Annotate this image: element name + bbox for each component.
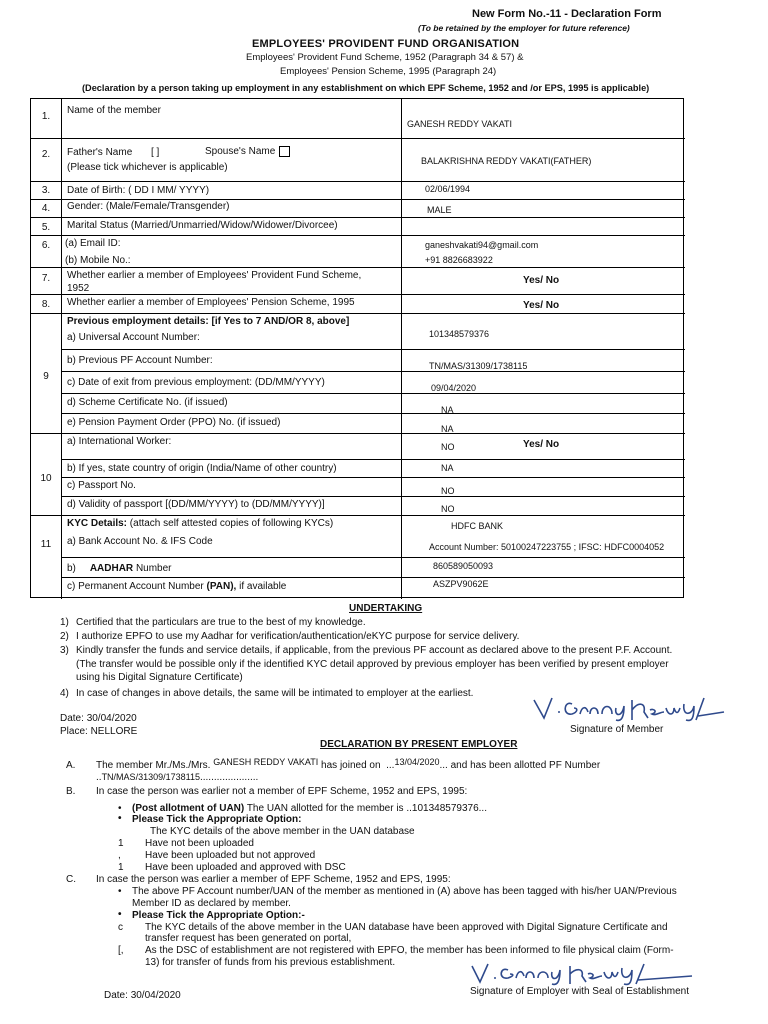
row-number: 6. [41,240,51,251]
sub-row-divider [61,459,685,460]
exit-date-value: 09/04/2020 [431,383,477,393]
gender-value: MALE [427,205,452,215]
retained-note: (To be retained by the employer for future reference) [418,23,630,33]
passport-validity-value: NO [441,504,455,514]
member-place [60,726,137,737]
passport-value: NO [441,486,455,496]
scheme-line-2: Employees' Pension Scheme, 1995 (Paragraph 24) [280,66,497,77]
tick-option-heading-b: Please Tick the Appropriate Option: [132,814,302,825]
row-divider [31,138,685,139]
uan-allot-line: (Post allotment of UAN) The UAN allotted for the member is ..101348579376... [132,803,487,814]
country-origin-label: b) If yes, state country of origin (India/Name of other country) [67,463,337,474]
sub-row-divider [61,393,685,394]
form-number: New Form No.-11 - Declaration Form [472,8,662,20]
tick-bullet: • [118,813,122,824]
fathers-name-tick: [ ] [151,147,160,158]
row-divider [31,515,685,516]
fathers-name-value: BALAKRISHNA REDDY VAKATI(FATHER) [421,156,592,166]
country-origin-value: NA [441,463,454,473]
row-number: 3. [41,185,51,196]
option-uploaded-not-approved: Have been uploaded but not approved [145,850,316,861]
section-c-mark: C. [66,874,76,885]
member-name-value: GANESH REDDY VAKATI [407,119,513,129]
eps-member-label: Whether earlier a member of Employees' Pension Scheme, 1995 [67,297,355,308]
employer-declaration-title: DECLARATION BY PRESENT EMPLOYER [320,739,518,750]
undertaking-text: I authorize EPFO to use my Aadhar for verification/authentication/eKYC purpose for service delivery. [76,631,520,642]
section-a-joined: has joined on [321,760,381,771]
kyc-heading-rest: (attach self attested copies of following KYCs) [129,518,334,529]
row-number: 1. [41,111,51,122]
c-tick-heading: Please Tick the Appropriate Option:- [132,910,305,921]
aadhar-value: 860589050093 [433,561,494,571]
pan-label [67,581,286,592]
option-mark: , [118,850,121,861]
previous-employment-heading: Previous employment details: [if Yes to 7 AND/OR 8, above] [67,316,350,327]
row-divider [31,294,685,295]
section-a-suffix: and has been allotted PF Number [450,760,601,771]
undertaking-text: using his Digital Signature Certificate) [76,672,243,683]
dob-value: 02/06/1994 [425,184,471,194]
row-number: 4. [41,203,51,214]
sub-row-divider [61,557,685,558]
aadhar-label-rest: Number [135,563,172,574]
uan-allot-bold: (Post allotment of UAN) [132,803,245,814]
uan-allot-value: 101348579376 [411,803,479,814]
scheme-line-1: Employees' Provident Fund Scheme, 1952 (Paragraph 34 & 57) & [246,52,524,63]
epf-member-year: 1952 [67,283,90,294]
spouses-name-label: Spouse's Name [205,146,276,157]
tick-instruction: (Please tick whichever is applicable) [67,162,228,173]
previous-pf-value: TN/MAS/31309/1738115 [429,361,528,371]
sub-row-divider [61,349,685,350]
employer-signature [466,958,696,988]
undertaking-num: 1) [60,617,69,628]
section-a-prefix: The member Mr./Ms./Mrs. [96,760,211,771]
member-place-value: NELLORE [90,726,138,737]
ppo-value: NA [441,424,454,434]
passport-label: c) Passport No. [67,480,136,491]
section-b-mark: B. [66,786,76,797]
employer-date [104,990,181,1001]
uan-allot-text: The UAN allotted for the member is [246,803,404,814]
member-place-label: Place: [60,726,88,737]
organisation-title: EMPLOYEES' PROVIDENT FUND ORGANISATION [252,38,520,50]
uan-allot-bullet: • [118,803,122,814]
row-divider [31,267,685,268]
sub-row-divider [61,371,685,372]
international-worker-value: NO [441,442,455,452]
c-option-2b: 13) for transfer of funds from his previous establishment. [145,957,396,968]
employer-date-label: Date: [104,990,128,1001]
uan-value: 101348579376 [429,329,490,339]
row-divider [31,199,685,200]
sub-row-divider [61,413,685,414]
row-number: 7. [41,273,51,284]
sub-row-divider [61,577,685,578]
spouse-checkbox[interactable] [279,146,290,157]
international-worker-yes-no: Yes/ No [523,439,560,450]
section-c-line-1: The above PF Account number/UAN of the member as mentioned in (A) above has been tagged with his/her UAN/Previous [132,886,677,897]
pan-label-main: c) Permanent Account Number [67,581,204,592]
epf-member-yes-no: Yes/ No [523,275,560,286]
joining-date: 13/04/2020 [394,757,440,767]
c-option-1b: transfer request has been generated on portal, [145,933,352,944]
section-a-line: The member Mr./Ms./Mrs. GANESH REDDY VAKATI has joined on ...13/04/2020... and has been allotted PF Number [96,757,601,771]
kyc-database-line: The KYC details of the above member in the UAN database [150,826,415,837]
option-not-uploaded: Have not been uploaded [145,838,254,849]
employer-date-value: 30/04/2020 [130,990,181,1001]
scheme-certificate-value: NA [441,405,454,415]
member-name-label: Name of the member [67,105,161,116]
member-signature-label: Signature of Member [570,724,664,735]
pan-label-bold: (PAN), [206,581,237,592]
sub-row-divider [61,496,685,497]
member-date [60,713,137,724]
kyc-heading [67,518,333,529]
email-value: ganeshvakati94@gmail.com [425,240,539,250]
option-mark: [, [118,945,124,956]
section-c-line-2: Member ID as declared by member. [132,898,291,909]
row-number: 8. [41,299,51,310]
row-number: 2. [41,149,51,160]
undertaking-num: 2) [60,631,69,642]
row-divider [31,181,685,182]
uan-label: a) Universal Account Number: [67,332,200,343]
aadhar-label-bold: AADHAR [89,563,134,574]
epf-member-label: Whether earlier a member of Employees' Provident Fund Scheme, [67,270,362,281]
section-a-mark: A. [66,760,76,771]
c-tick-bullet: • [118,909,122,920]
option-mark: c [118,922,123,933]
pan-label-rest: if available [239,581,287,592]
kyc-heading-bold: KYC Details: [67,518,128,529]
row-number: 9 [43,371,49,382]
section-b-text: In case the person was earlier not a member of EPF Scheme, 1952 and EPS, 1995: [96,786,468,797]
undertaking-text: Kindly transfer the funds and service details, if applicable, from the previous PF account as declared above to the present P.F. Account. [76,645,673,656]
mobile-value: +91 8826683922 [425,255,493,265]
undertaking-num: 4) [60,688,69,699]
member-details-table [30,98,684,598]
passport-validity-label: d) Validity of passport [(DD/MM/YYYY) to (DD/MM/YYYY)] [67,499,325,510]
c-option-1a: The KYC details of the above member in the UAN database have been approved with Digital Signature Certificate and [145,922,668,933]
option-mark: 1 [118,838,124,849]
row-divider [31,235,685,236]
section-c-text: In case the person was earlier a member of EPF Scheme, 1952 and EPS, 1995: [96,874,451,885]
pf-number-inline: TN/MAS/31309/1738115 [101,772,200,782]
undertaking-title: UNDERTAKING [349,603,423,614]
aadhar-label [67,563,172,574]
row-divider [31,217,685,218]
row-number: 11 [40,539,52,550]
bank-account-value: Account Number: 50100247223755 ; IFSC: HDFC0004052 [429,542,665,552]
dob-label: Date of Birth: ( DD I MM/ YYYY) [67,185,210,196]
marital-status-label: Marital Status (Married/Unmarried/Widow/Widower/Divorcee) [67,220,338,231]
undertaking-num: 3) [60,645,69,656]
pan-value: ASZPV9062E [433,579,489,589]
exit-date-label: c) Date of exit from previous employment: (DD/MM/YYYY) [67,377,325,388]
international-worker-label: a) International Worker: [67,436,172,447]
row-divider [31,313,685,314]
c-bullet: • [118,886,122,897]
aadhar-label-letter: b) [67,563,76,574]
c-option-2a: As the DSC of establishment are not registered with EPFO, the member has been informed to file physical claim (Form- [145,945,674,956]
ppo-label: e) Pension Payment Order (PPO) No. (if issued) [67,417,281,428]
row-divider [31,433,685,434]
member-name-inline: GANESH REDDY VAKATI [213,757,319,767]
scheme-certificate-label: d) Scheme Certificate No. (if issued) [67,397,228,408]
bank-account-label: a) Bank Account No. & IFS Code [67,536,213,547]
employer-signature-label: Signature of Employer with Seal of Establishment [470,986,689,997]
bank-name-value: HDFC BANK [451,521,504,531]
declaration-subtitle: (Declaration by a person taking up employment in any establishment on which EPF Scheme, 1952 and /or EPS, 1995 is applicable) [82,83,650,93]
member-date-label: Date: [60,713,84,724]
row-number: 5. [41,222,51,233]
undertaking-text: (The transfer would be possible only if the identified KYC detail approved by previous employer has been verified by present employer [76,659,669,670]
mobile-label: (b) Mobile No.: [65,255,131,266]
gender-label: Gender: (Male/Female/Transgender) [67,201,230,212]
previous-pf-label: b) Previous PF Account Number: [67,355,213,366]
undertaking-text: Certified that the particulars are true to the best of my knowledge. [76,617,366,628]
pf-number-line: ..TN/MAS/31309/1738115..................... [96,772,259,783]
eps-member-yes-no: Yes/ No [523,300,560,311]
option-mark: 1 [118,862,124,873]
member-signature [528,690,728,724]
option-uploaded-approved: Have been uploaded and approved with DSC [145,862,346,873]
email-label: (a) Email ID: [65,238,121,249]
fathers-name-label: Father's Name [67,147,133,158]
row-number: 10 [40,473,52,484]
member-date-value: 30/04/2020 [86,713,137,724]
sub-row-divider [61,477,685,478]
undertaking-text: In case of changes in above details, the same will be intimated to employer at the earliest. [76,688,474,699]
